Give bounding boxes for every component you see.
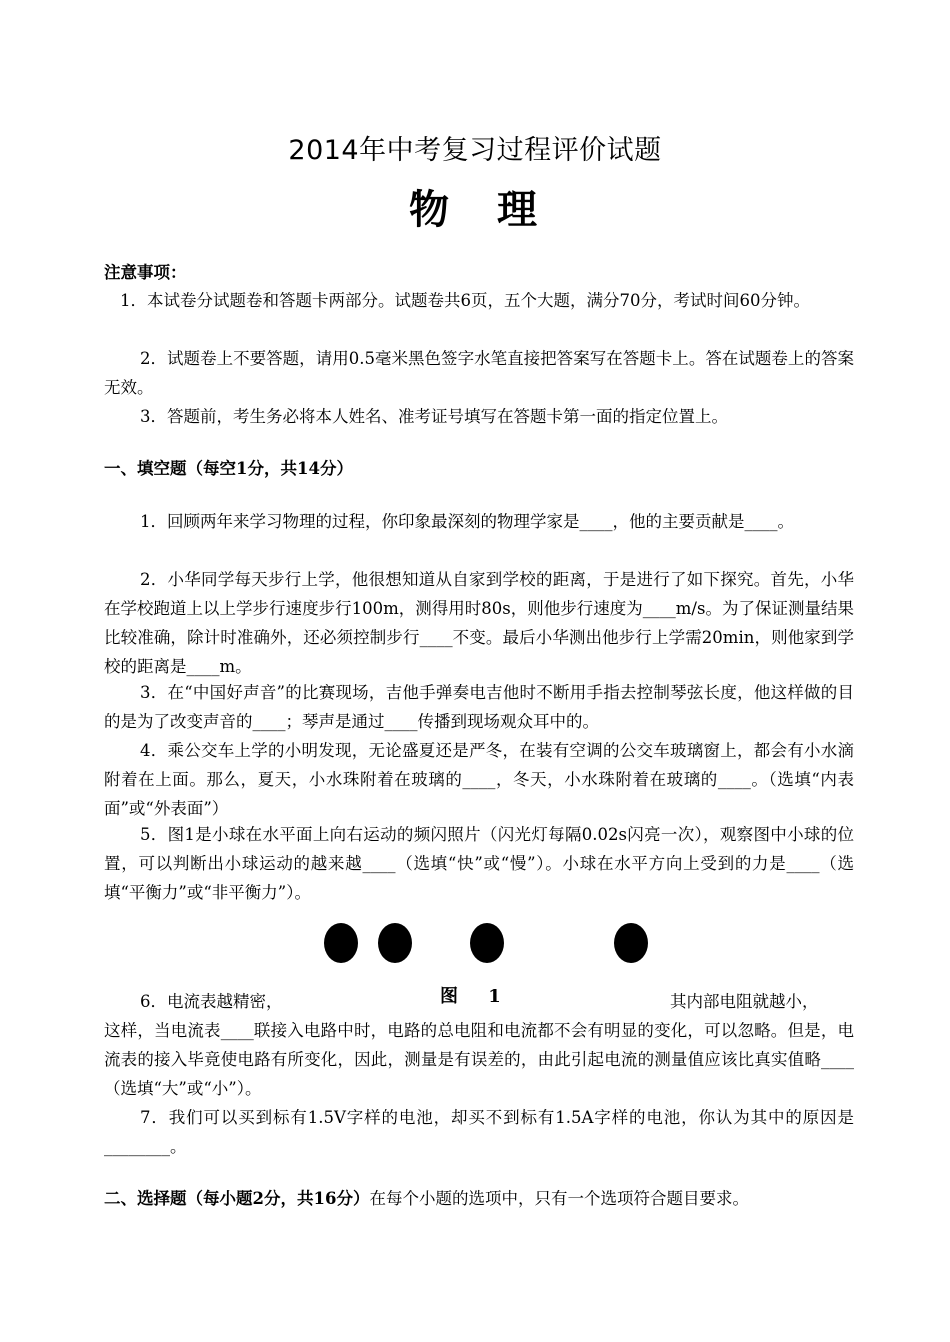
ball-2 [378, 923, 412, 963]
notice-heading: 注意事项： [104, 263, 187, 282]
ball-3 [470, 923, 504, 963]
ball-1 [324, 923, 358, 963]
figure-1-caption: 图 1 [440, 986, 503, 1007]
question-6: 这样，当电流表____联接入电路中时，电路的总电阻和电流都不会有明显的变化，可以忽略。但是，电流表的接入毕竟使电路有所变化，因此，测量是有误差的，由此引起电流的测量值应该比真实值略____（选填“大”或“小”）。 [104, 1021, 854, 1098]
notice-item-1: 1．本试卷分试题卷和答题卡两部分。试题卷共6页，五个大题，满分70分，考试时间60分钟。 [120, 291, 810, 310]
notice-item-2: 2．试题卷上不要答题，请用0.5毫米黑色签字水笔直接把答案写在答题卡上。答在试题卷上的答案无效。 [104, 349, 854, 397]
question-2: 2．小华同学每天步行上学，他很想知道从自家到学校的距离，于是进行了如下探究。首先，小华在学校跑道上以上学步行速度步行100m，测得用时80s，则他步行速度为____m/s。为了保证测量结果比较准确，除计时准确外，还必须控制步行____不变。最后小华测出他步行上学需20min，则他家到学校的距离是____m。 [104, 570, 854, 676]
question-5: 5．图1是小球在水平面上向右运动的频闪照片（闪光灯每隔0.02s闪亮一次），观察图中小球的位置，可以判断出小球运动的越来越____（选填“快”或“慢”）。小球在水平方向上受到的力是____（选填“平衡力”或“非平衡力”）。 [104, 825, 854, 902]
question-7: 7．我们可以买到标有1.5V字样的电池，却买不到标有1.5A字样的电池，你认为其中的原因是________。 [104, 1108, 854, 1156]
section2-instruction: 在每个小题的选项中，只有一个选项符合题目要求。 [369, 1189, 749, 1208]
ball-4 [614, 923, 648, 963]
notice-item-3: 3．答题前，考生务必将本人姓名、准考证号填写在答题卡第一面的指定位置上。 [140, 407, 728, 426]
figure-1 [0, 920, 950, 970]
subject-title: 物 理 [409, 187, 541, 233]
question-6-start: 6．电流表越精密， [140, 992, 283, 1011]
exam-title: 2014年中考复习过程评价试题 [288, 135, 662, 166]
question-3: 3．在“中国好声音”的比赛现场，吉他手弹奏电吉他时不断用手指去控制琴弦长度，他这样做的目的是为了改变声音的____；琴声是通过____传播到现场观众耳中的。 [104, 683, 854, 731]
section1-heading: 一、填空题（每空1分，共14分） [104, 459, 353, 478]
question-6-end: 其内部电阻就越小， [670, 992, 819, 1011]
section2-heading: 二、选择题（每小题2分，共16分） [104, 1189, 370, 1208]
question-4: 4．乘公交车上学的小明发现，无论盛夏还是严冬，在装有空调的公交车玻璃窗上，都会有小水滴附着在上面。那么，夏天，小水珠附着在玻璃的____，冬天，小水珠附着在玻璃的____。（选填“内表面”或“外表面”） [104, 741, 854, 818]
section2-line [104, 1184, 864, 1213]
question-1: 1．回顾两年来学习物理的过程，你印象最深刻的物理学家是____，他的主要贡献是____。 [140, 512, 794, 531]
